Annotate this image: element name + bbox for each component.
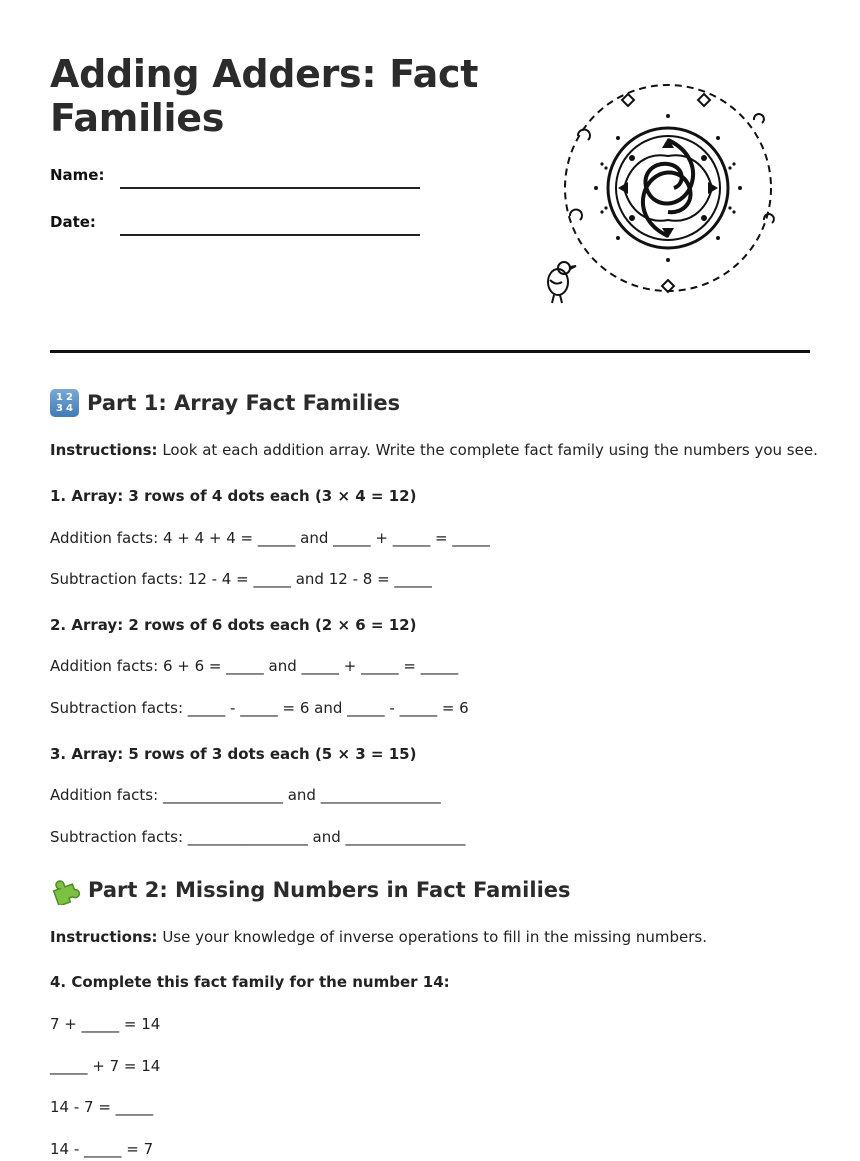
question-4-title: 4. Complete this fact family for the number 14: (50, 973, 450, 991)
name-field-line[interactable] (120, 187, 420, 189)
instructions-text: Use your knowledge of inverse operations to fill in the missing numbers. (157, 928, 707, 946)
question-1-subtraction: Subtraction facts: 12 - 4 = _____ and 12 - 8 = _____ (50, 570, 432, 588)
instructions-label: Instructions: (50, 441, 158, 459)
part2-heading-text: Part 2: Missing Numbers in Fact Families (88, 878, 571, 902)
puzzle-piece-icon (50, 875, 80, 905)
instructions-label: Instructions: (50, 928, 158, 946)
part1-heading-text: Part 1: Array Fact Families (87, 391, 401, 415)
date-field-line[interactable] (120, 234, 420, 236)
section-divider (50, 350, 810, 353)
part1-heading (50, 389, 400, 417)
question-1-title: 1. Array: 3 rows of 4 dots each (3 × 4 = 12) (50, 487, 417, 505)
question-4-line-4: 14 - _____ = 7 (50, 1140, 154, 1158)
question-3-addition: Addition facts: ________________ and ________________ (50, 786, 441, 804)
name-label: Name: (50, 166, 105, 184)
question-3-title: 3. Array: 5 rows of 3 dots each (5 × 3 = 15) (50, 745, 417, 763)
question-2-addition: Addition facts: 6 + 6 = _____ and _____ + _____ = _____ (50, 657, 459, 675)
question-4-line-3: 14 - 7 = _____ (50, 1098, 154, 1116)
part2-heading (50, 875, 571, 905)
part1-instructions (50, 441, 818, 459)
question-2-title: 2. Array: 2 rows of 6 dots each (2 × 6 = 12) (50, 616, 417, 634)
worksheet-title: Adding Adders: Fact Families (50, 52, 479, 140)
input-numbers-icon: 1 2 3 4 (50, 389, 79, 417)
question-1-addition: Addition facts: 4 + 4 + 4 = _____ and _____ + _____ = _____ (50, 529, 490, 547)
instructions-text: Look at each addition array. Write the complete fact family using the numbers you see. (157, 441, 818, 459)
date-label: Date: (50, 213, 96, 231)
mandala-bird-illustration (540, 80, 790, 310)
question-4-line-1: 7 + _____ = 14 (50, 1015, 161, 1033)
question-3-subtraction: Subtraction facts: ________________ and ________________ (50, 828, 466, 846)
part2-instructions (50, 928, 707, 946)
question-4-line-2: _____ + 7 = 14 (50, 1057, 161, 1075)
question-2-subtraction: Subtraction facts: _____ - _____ = 6 and _____ - _____ = 6 (50, 699, 469, 717)
